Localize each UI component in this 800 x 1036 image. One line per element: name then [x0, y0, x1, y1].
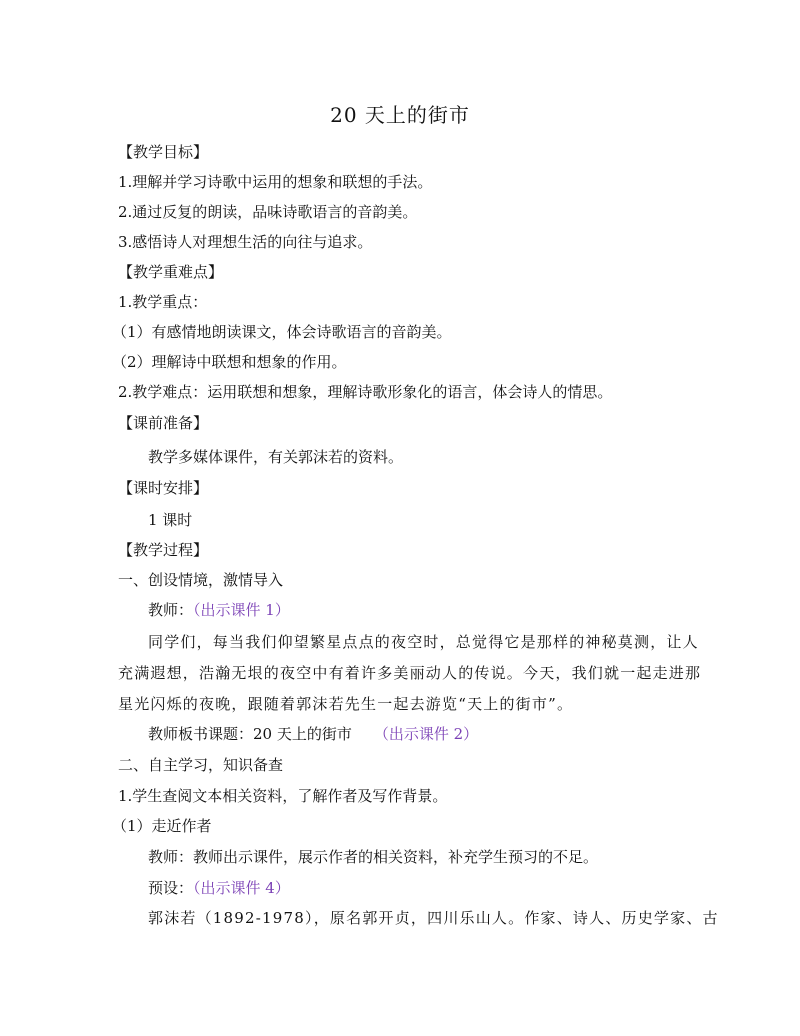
key-point-label: 1.教学重点： [118, 293, 208, 311]
teacher-label: 教师： [148, 601, 194, 619]
courseware-2-tag: （出示课件 2） [373, 725, 479, 743]
intro-paragraph-line-1: 同学们，每当我们仰望繁星点点的夜空时，总觉得它是那样的神秘莫测，让人 [148, 633, 699, 651]
prep-heading: 【课前准备】 [118, 414, 209, 432]
author-bio-text: 郭沫若（1892-1978），原名郭开贞，四川乐山人。作家、诗人、历史学家、古 [148, 909, 719, 927]
page-title: 20 天上的街市 [330, 103, 470, 127]
goal-item-1: 1.理解并学习诗歌中运用的想象和联想的手法。 [118, 173, 433, 191]
step-2-title: 二、自主学习，知识备查 [118, 756, 284, 774]
intro-paragraph-line-2: 充满遐想，浩瀚无垠的夜空中有着许多美丽动人的传说。今天，我们就一起走进那 [118, 664, 702, 682]
key-points-heading: 【教学重难点】 [118, 263, 224, 281]
board-title-line [148, 723, 478, 745]
difficulty-point: 2.教学难点：运用联想和想象，理解诗歌形象化的语言，体会诗人的情思。 [118, 383, 613, 401]
preset-line [148, 877, 290, 899]
step-1-title: 一、创设情境，激情导入 [118, 571, 284, 589]
courseware-4-tag: （出示课件 4） [193, 879, 290, 897]
preset-label: 预设： [148, 879, 194, 897]
process-heading: 【教学过程】 [118, 541, 209, 559]
author-heading: （1）走近作者 [112, 817, 212, 835]
key-point-item-1: （1）有感情地朗读课文，体会诗歌语言的音韵美。 [112, 323, 452, 341]
prep-text: 教学多媒体课件，有关郭沫若的资料。 [148, 448, 404, 466]
key-point-item-2: （2）理解诗中联想和想象的作用。 [112, 353, 347, 371]
courseware-1-tag: （出示课件 1） [193, 601, 290, 619]
teacher-action: 教师：教师出示课件，展示作者的相关资料，补充学生预习的不足。 [148, 848, 599, 866]
board-text: 教师板书课题：20 天上的街市 [148, 725, 352, 743]
goal-item-2: 2.通过反复的朗读，品味诗歌语言的音韵美。 [118, 203, 418, 221]
step-2-item-1: 1.学生查阅文本相关资料，了解作者及写作背景。 [118, 787, 448, 805]
goal-item-3: 3.感悟诗人对理想生活的向往与追求。 [118, 233, 373, 251]
goals-heading: 【教学目标】 [118, 143, 209, 161]
teacher-courseware-1-line [148, 599, 290, 621]
time-text: 1 课时 [148, 511, 193, 529]
time-heading: 【课时安排】 [118, 479, 209, 497]
intro-paragraph-line-3: 星光闪烁的夜晚，跟随着郭沫若先生一起去游览“天上的街市”。 [118, 695, 574, 713]
